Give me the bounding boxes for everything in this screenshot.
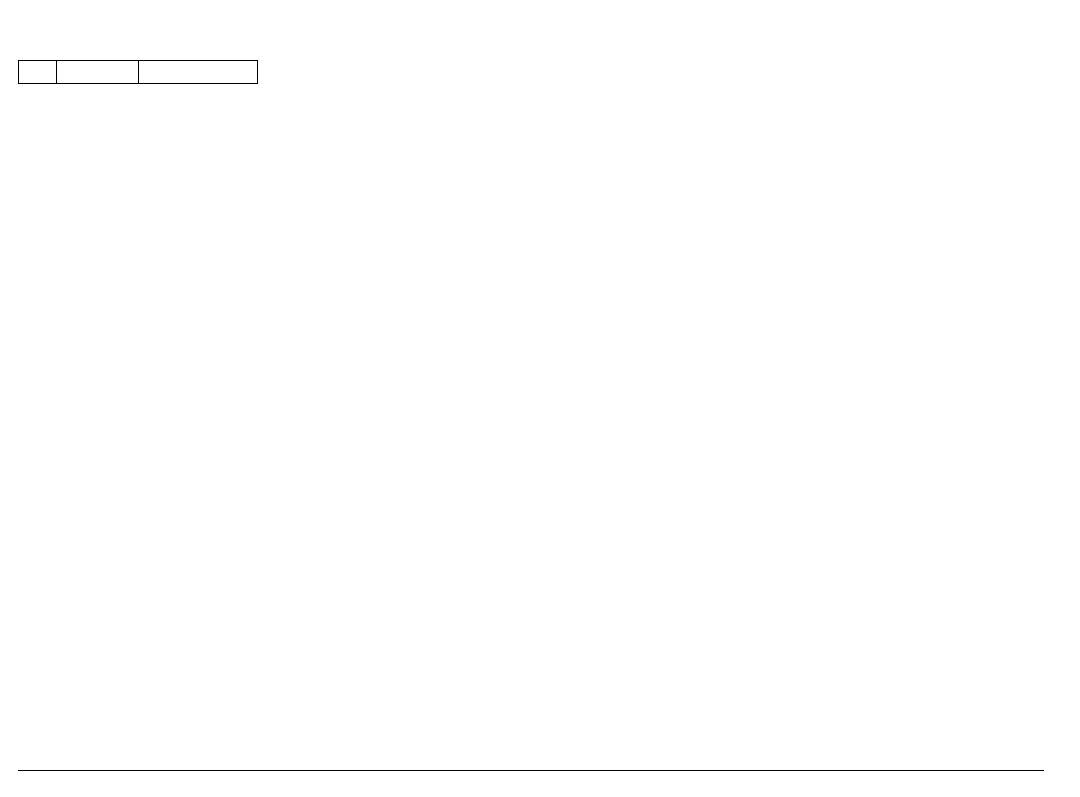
pairing-table [18, 60, 1044, 84]
col-header-seq [19, 61, 57, 84]
col-header-player [57, 61, 139, 84]
bottom-rule [18, 770, 1044, 771]
col-header-org [139, 61, 257, 84]
